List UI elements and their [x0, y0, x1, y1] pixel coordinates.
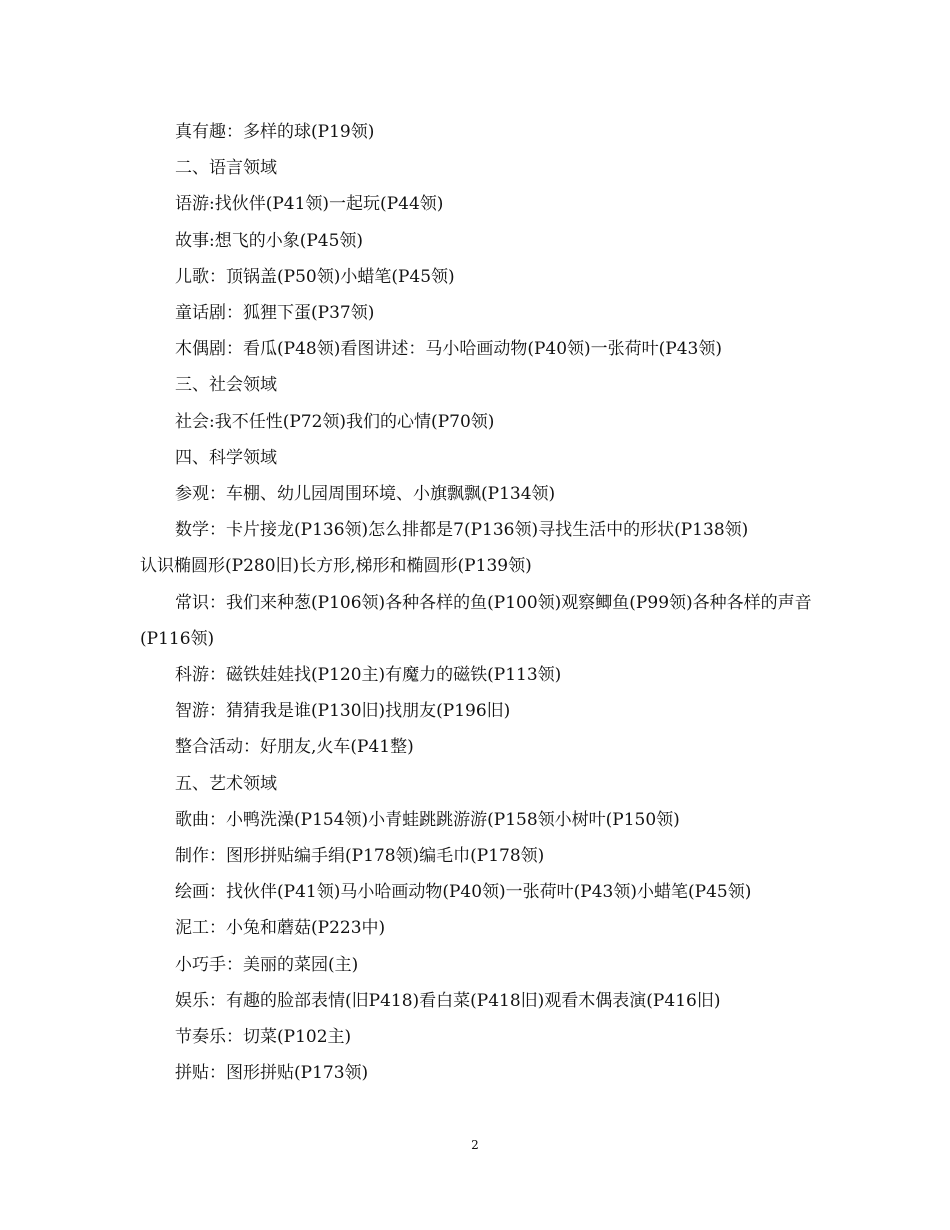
- text-line: 歌曲：小鸭洗澡(P154领)小青蛙跳跳游游(P158领小树叶(P150领): [175, 809, 680, 830]
- text-line: 绘画：找伙伴(P41领)马小哈画动物(P40领)一张荷叶(P43领)小蜡笔(P45领): [175, 882, 752, 903]
- text-paragraph: 常识：我们来种葱(P106领)各种各样的鱼(P100领)观察鲫鱼(P99领)各种各样的声音(P116领): [140, 592, 812, 649]
- text-line: 整合活动：好朋友,火车(P41整): [175, 737, 414, 758]
- text-line: 节奏乐：切菜(P102主): [175, 1027, 352, 1048]
- text-line: 认识椭圆形(P280旧)长方形,梯形和椭圆形(P139领): [140, 556, 532, 577]
- text-line: 泥工：小兔和蘑菇(P223中): [175, 918, 386, 939]
- section-heading: 四、科学领域: [175, 447, 277, 468]
- text-line: 参观：车棚、幼儿园周围环境、小旗飘飘(P134领): [175, 484, 556, 505]
- text-line: 科游：磁铁娃娃找(P120主)有魔力的磁铁(P113领): [175, 665, 562, 686]
- text-line: 语游:找伙伴(P41领)一起玩(P44领): [175, 194, 444, 215]
- text-line: 拼贴：图形拼贴(P173领): [175, 1063, 369, 1084]
- text-line: 数学：卡片接龙(P136领)怎么排都是7(P136领)寻找生活中的形状(P138领): [175, 520, 749, 541]
- text-line: 小巧手：美丽的菜园(主): [175, 954, 359, 975]
- document-body: [140, 114, 820, 1091]
- text-line: 社会:我不任性(P72领)我们的心情(P70领): [175, 411, 495, 432]
- section-heading: 五、艺术领域: [175, 773, 277, 794]
- page-number: 2: [471, 1138, 479, 1152]
- text-line: 童话剧：狐狸下蛋(P37领): [175, 303, 375, 324]
- text-line: 故事:想飞的小象(P45领): [175, 230, 364, 251]
- text-line: 娱乐：有趣的脸部表情(旧P418)看白菜(P418旧)观看木偶表演(P416旧): [175, 990, 721, 1011]
- section-heading: 三、社会领域: [175, 375, 277, 396]
- text-line: 真有趣：多样的球(P19领): [175, 122, 375, 142]
- section-heading: 二、语言领域: [175, 158, 277, 179]
- text-line: 智游：猜猜我是谁(P130旧)找朋友(P196旧): [175, 701, 511, 722]
- text-line: 制作：图形拼贴编手绢(P178领)编毛巾(P178领): [175, 846, 545, 867]
- text-line: 儿歌：顶锅盖(P50领)小蜡笔(P45领): [175, 266, 455, 287]
- text-line: 木偶剧：看瓜(P48领)看图讲述：马小哈画动物(P40领)一张荷叶(P43领): [175, 339, 723, 360]
